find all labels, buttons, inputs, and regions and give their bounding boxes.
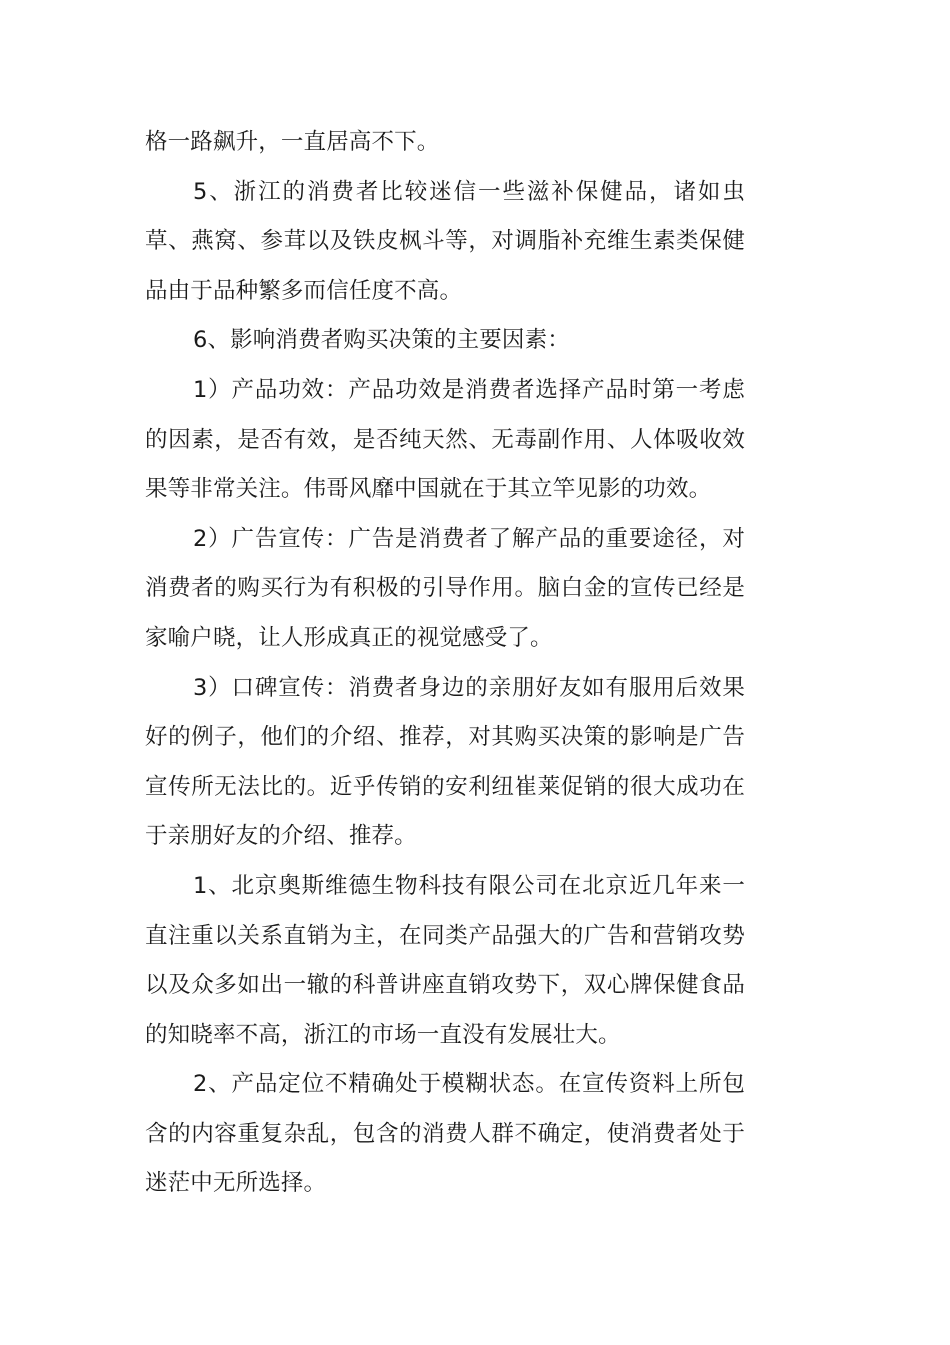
paragraph-factor-word-of-mouth: 3）口碑宣传：消费者身边的亲朋好友如有服用后效果好的例子，他们的介绍、推荐，对其购买决策的影响是广告宣传所无法比的。近乎传销的安利纽崔莱促销的很大成功在于亲朋好友的介绍、推荐。 [145, 674, 745, 850]
paragraph-problem-1-awareness: 1、北京奥斯维德生物科技有限公司在北京近几年来一直注重以关系直销为主，在同类产品强大的广告和营销攻势以及众多如出一辙的科普讲座直销攻势下，双心牌保健食品的知晓率不高，浙江的市场一直没有发展壮大。 [145, 872, 745, 1048]
document-body [145, 118, 745, 1209]
paragraph-problem-2-positioning: 2、产品定位不精确处于模糊状态。在宣传资料上所包含的内容重复杂乱，包含的消费人群不确定，使消费者处于迷茫中无所选择。 [145, 1071, 745, 1197]
paragraph-continuation: 格一路飙升，一直居高不下。 [145, 129, 440, 155]
paragraph-factor-product-efficacy: 1）产品功效：产品功效是消费者选择产品时第一考虑的因素，是否有效，是否纯天然、无毒副作用、人体吸收效果等非常关注。伟哥风靡中国就在于其立竿见影的功效。 [145, 376, 745, 503]
paragraph-factor-advertising: 2）广告宣传：广告是消费者了解产品的重要途径，对消费者的购买行为有积极的引导作用。脑白金的宣传已经是家喻户晓，让人形成真正的视觉感受了。 [145, 525, 745, 651]
paragraph-item-6-factors-heading: 6、影响消费者购买决策的主要因素： [193, 327, 570, 354]
paragraph-item-5-consumer-preference: 5、浙江的消费者比较迷信一些滋补保健品，诸如虫草、燕窝、参茸以及铁皮枫斗等，对调脂补充维生素类保健品由于品种繁多而信任度不高。 [145, 178, 745, 304]
